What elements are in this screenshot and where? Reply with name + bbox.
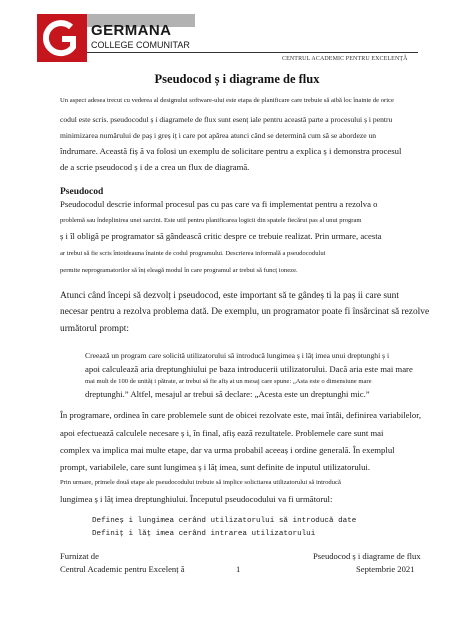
code-line: Defineș i lungimea cerând utilizatorului să introducă date [92,517,357,525]
prompt-line: apoi calculează aria dreptunghiului pe baza introducerii utilizatorului. Dacă aria este mai mare [85,364,413,374]
prompt-line: Creează un program care solicită utilizatorului să introducă lungimea ș i lăț imea unui dreptunghi ș i [85,351,390,360]
section-line: Pseudocodul descrie informal procesul pas cu pas care va fi implementat pentru a rezolva o [60,199,378,209]
intro-line: Un aspect adesea trecut cu vederea al designului software-ului este etapa de planificare care trebuie să aibă loc înainte de orice [60,97,394,104]
header-divider [87,52,418,53]
footer-left-2: Centrul Academic pentru Excelenț ă [60,564,185,574]
brand-subtitle: COLLEGE COMUNITAR [91,40,190,50]
body-line: prompt, variabilele, care sunt lungimea ș i lăț imea, sunt definite de inputul utilizatorului. [60,462,371,472]
code-line: Definiț i lăț imea cerând intrarea utilizatorului [92,530,316,538]
body-line: apoi efectuează calculele necesare ș i, în final, afiș ează rezultatele. Problemele care sunt mai [60,428,384,438]
intro-line: minimizarea numărului de paș i greș iț i care pot apărea atunci când se determină cum să se abordeze un [60,131,377,140]
body-line: Atunci când începi să dezvolț i pseudocod, este important să te gândeș ti la paș ii care sunt [60,291,399,301]
page-number: 1 [236,564,241,574]
section-heading: Pseudocod [60,187,104,197]
body-line: Prin urmare, primele două etape ale pseudocodului trebuie să implice solicitarea utilizatorului să introducă [60,479,341,486]
body-line: În programare, ordinea în care problemele sunt de obicei rezolvate este, mai întâi, definirea variabilelor, [60,410,421,420]
footer-right-2: Septembrie 2021 [356,564,415,574]
intro-line: de a scrie pseudocod ș i de a crea un flux de diagramă. [60,162,250,172]
prompt-line: mai mult de 100 de unităț i pătrate, ar trebui să fie afiș at un mesaj care spune: „Asta este o dimensiune mare [85,378,372,385]
section-line: permite neprogramatorilor să înț eleagă modul în care programul ar trebui să funcț ioneze. [60,267,298,274]
footer-left-1: Furnizat de [60,551,99,561]
college-logo [37,14,87,62]
body-line: necesar pentru a rezolva problema dată. De exemplu, un programator poate fi însărcinat să rezolve [60,307,430,317]
brand-name: GERMANA [91,22,172,39]
intro-line: codul este scris. pseudocodul ș i diagramele de flux sunt esenț iale pentru această parte a procesului ș i pentru [60,115,393,124]
intro-line: îndrumare. Această fiș ă va folosi un exemplu de solicitare pentru a explica ș i demonstra procesul [60,146,402,156]
section-line: ș i îl obligă pe programator să gândească critic despre ce trebuie realizat. Prin urmare, acesta [60,231,382,241]
prompt-line: dreptunghi.” Altfel, mesajul ar trebui să declare: „Acesta este un dreptunghi mic.” [85,389,370,399]
section-line: ar trebui să fie scris întotdeauna înainte de codul programului. Descrierea informală a pseudocodului [60,250,326,257]
body-line: lungimea ș i lăț imea dreptunghiului. Începutul pseudocodului va fi următorul: [60,494,333,504]
body-line: următorul prompt: [60,324,129,334]
body-line: complex va implica mai multe etape, dar va urma probabil aceeaș i ordine generală. În exemplul [60,445,395,455]
header-tagline: CENTRUL ACADEMIC PENTRU EXCELENȚĂ [282,56,408,62]
section-line: problemă sau îndeplinirea unei sarcini. Este util pentru planificarea logicii din spatele fiecărui pas al unui program [60,217,362,224]
g-logo-icon [37,14,87,62]
page-title: Pseudocod ș i diagrame de flux [154,72,320,86]
footer-right-1: Pseudocod ș i diagrame de flux [313,551,421,561]
